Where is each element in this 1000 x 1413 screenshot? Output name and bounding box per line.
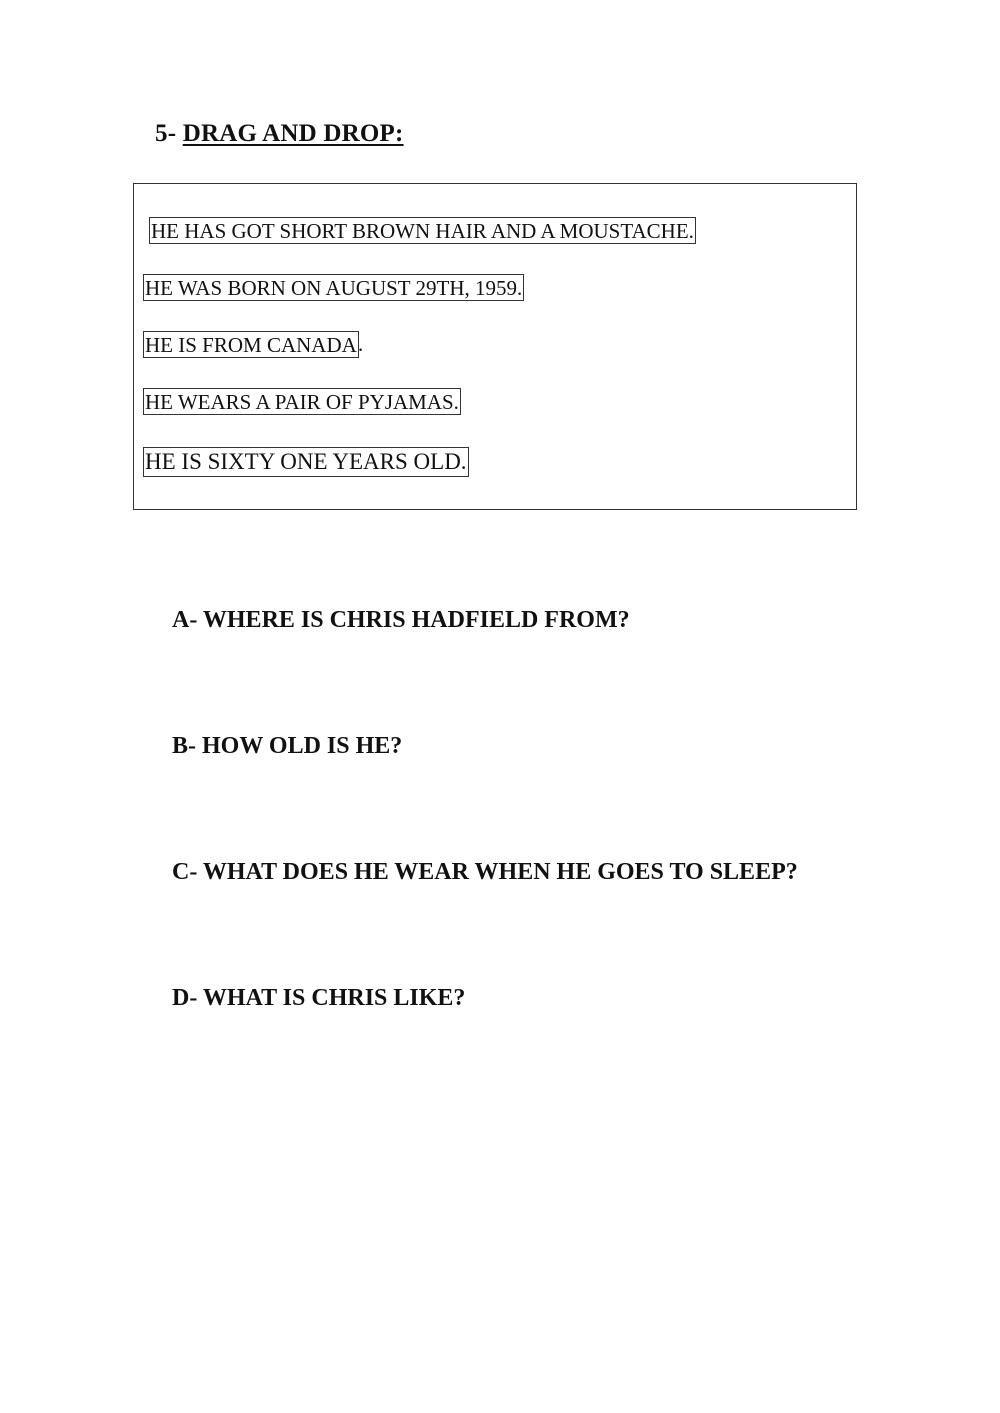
drag-option-birthday[interactable]: HE WAS BORN ON AUGUST 29TH, 1959. — [145, 276, 523, 300]
exercise-title: DRAG AND DROP: — [182, 120, 404, 147]
exercise-number: 5- — [155, 120, 183, 147]
question-d: D- WHAT IS CHRIS LIKE? — [172, 985, 466, 1011]
question-b: B- HOW OLD IS HE? — [172, 733, 403, 759]
drag-option-hair[interactable]: HE HAS GOT SHORT BROWN HAIR AND A MOUSTACHE. — [151, 219, 694, 243]
drag-option-pyjamas[interactable]: HE WEARS A PAIR OF PYJAMAS. — [145, 390, 459, 414]
exercise-heading — [155, 120, 404, 148]
question-c: C- WHAT DOES HE WEAR WHEN HE GOES TO SLEEP? — [172, 859, 798, 885]
question-a: A- WHERE IS CHRIS HADFIELD FROM? — [172, 607, 630, 633]
drag-option-country[interactable]: HE IS FROM CANADA — [145, 333, 357, 357]
answer-bank — [133, 183, 857, 510]
drag-option-age[interactable]: HE IS SIXTY ONE YEARS OLD. — [143, 447, 469, 477]
trailing-period: . — [358, 332, 364, 356]
